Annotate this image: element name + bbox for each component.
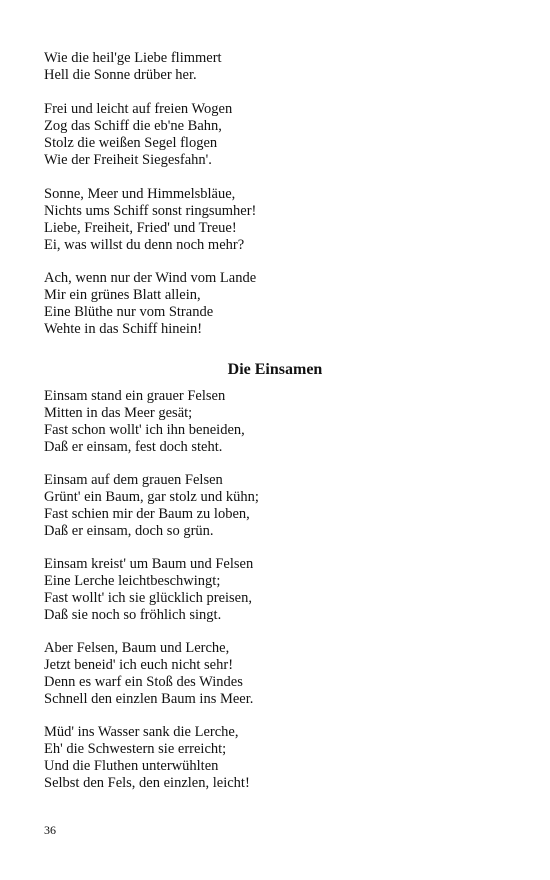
verse-line: Mitten in das Meer gesät; xyxy=(44,405,193,421)
verse-line: Einsam stand ein grauer Felsen xyxy=(44,388,226,404)
stanza-5 xyxy=(44,724,250,792)
verse-line: Einsam auf dem grauen Felsen xyxy=(44,472,223,488)
verse-line: Denn es warf ein Stoß des Windes xyxy=(44,674,243,690)
verse-line: Sonne, Meer und Himmelsbläue, xyxy=(44,186,236,202)
verse-line: Wie der Freiheit Siegesfahn'. xyxy=(44,152,212,168)
verse-line: Daß er einsam, doch so grün. xyxy=(44,523,214,539)
stanza-prev-3 xyxy=(44,186,256,254)
stanza-3 xyxy=(44,556,253,624)
stanza-prev-4 xyxy=(44,270,256,338)
verse-line: Hell die Sonne drüber her. xyxy=(44,67,197,83)
verse-line: Jetzt beneid' ich euch nicht sehr! xyxy=(44,657,234,673)
verse-line: Wie die heil'ge Liebe flimmert xyxy=(44,50,222,66)
page-number: 36 xyxy=(44,823,56,837)
verse-line: Daß sie noch so fröhlich singt. xyxy=(44,607,222,623)
verse-line: Eh' die Schwestern sie erreicht; xyxy=(44,741,227,757)
verse-line: Einsam kreist' um Baum und Felsen xyxy=(44,556,254,572)
verse-line: Eine Blüthe nur vom Strande xyxy=(44,304,214,320)
verse-line: Stolz die weißen Segel flogen xyxy=(44,135,218,151)
verse-line: Grünt' ein Baum, gar stolz und kühn; xyxy=(44,489,259,505)
poem-title: Die Einsamen xyxy=(227,361,323,378)
stanza-4 xyxy=(44,640,253,708)
verse-line: Ei, was willst du denn noch mehr? xyxy=(44,237,245,253)
verse-line: Zog das Schiff die eb'ne Bahn, xyxy=(44,118,222,134)
verse-line: Und die Fluthen unterwühlten xyxy=(44,758,219,774)
verse-line: Nichts ums Schiff sonst ringsumher! xyxy=(44,203,257,219)
verse-line: Eine Lerche leichtbeschwingt; xyxy=(44,573,221,589)
verse-line: Frei und leicht auf freien Wogen xyxy=(44,101,233,117)
verse-line: Müd' ins Wasser sank die Lerche, xyxy=(44,724,239,740)
verse-line: Ach, wenn nur der Wind vom Lande xyxy=(44,270,257,286)
stanza-prev-2 xyxy=(44,101,232,169)
verse-line: Daß er einsam, fest doch steht. xyxy=(44,439,223,455)
stanza-1 xyxy=(44,388,245,456)
verse-line: Fast wollt' ich sie glücklich preisen, xyxy=(44,590,252,606)
verse-line: Mir ein grünes Blatt allein, xyxy=(44,287,201,303)
verse-line: Liebe, Freiheit, Fried' und Treue! xyxy=(44,220,237,236)
verse-line: Schnell den einzlen Baum ins Meer. xyxy=(44,691,254,707)
verse-line: Fast schien mir der Baum zu loben, xyxy=(44,506,250,522)
verse-line: Selbst den Fels, den einzlen, leicht! xyxy=(44,775,250,791)
stanza-2 xyxy=(44,472,259,540)
verse-line: Wehte in das Schiff hinein! xyxy=(44,321,203,337)
stanza-prev-1 xyxy=(44,50,222,84)
verse-line: Fast schon wollt' ich ihn beneiden, xyxy=(44,422,245,438)
verse-line: Aber Felsen, Baum und Lerche, xyxy=(44,640,230,656)
